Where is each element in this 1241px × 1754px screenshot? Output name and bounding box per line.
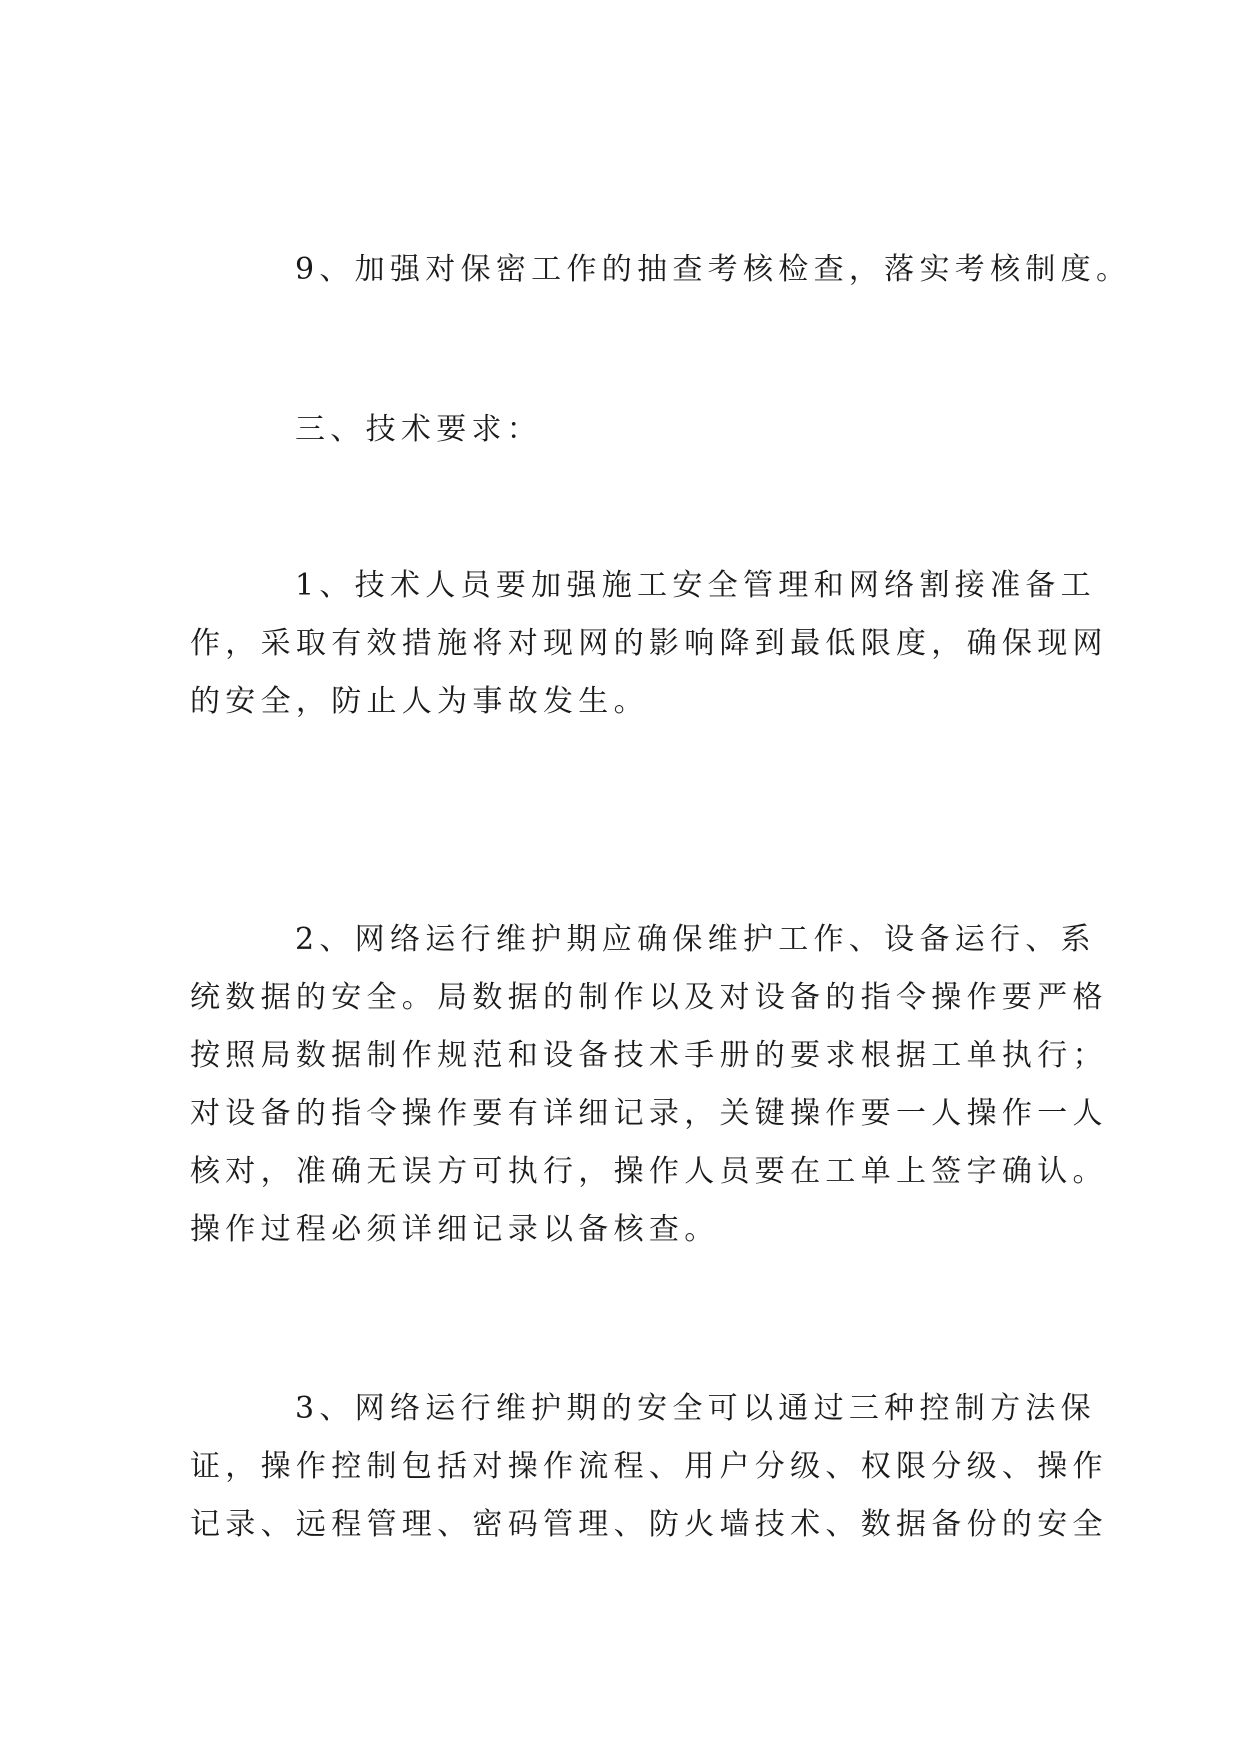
paragraph-2-line: 2、网络运行维护期应确保维护工作、设备运行、系 [295, 922, 1096, 957]
paragraph-2-line: 核对，准确无误方可执行，操作人员要在工单上签字确认。 [190, 1154, 1108, 1189]
paragraph-1-line: 的安全，防止人为事故发生。 [190, 684, 649, 719]
paragraph-3-line: 证，操作控制包括对操作流程、用户分级、权限分级、操作 [190, 1449, 1108, 1484]
paragraph-2-line: 操作过程必须详细记录以备核查。 [190, 1212, 720, 1247]
paragraph-3-line: 记录、远程管理、密码管理、防火墙技术、数据备份的安全 [190, 1507, 1108, 1542]
item-9: 9、加强对保密工作的抽查考核检查，落实考核制度。 [295, 252, 1132, 287]
paragraph-2-line: 统数据的安全。局数据的制作以及对设备的指令操作要严格 [190, 980, 1108, 1015]
paragraph-1-line: 作，采取有效措施将对现网的影响降到最低限度，确保现网 [190, 626, 1108, 661]
paragraph-3-line: 3、网络运行维护期的安全可以通过三种控制方法保 [295, 1391, 1096, 1426]
paragraph-2-line: 对设备的指令操作要有详细记录，关键操作要一人操作一人 [190, 1096, 1108, 1131]
section-heading-technical-requirements: 三、技术要求： [295, 412, 543, 447]
paragraph-2-line: 按照局数据制作规范和设备技术手册的要求根据工单执行； [190, 1038, 1108, 1073]
paragraph-1-line: 1、技术人员要加强施工安全管理和网络割接准备工 [295, 568, 1096, 603]
